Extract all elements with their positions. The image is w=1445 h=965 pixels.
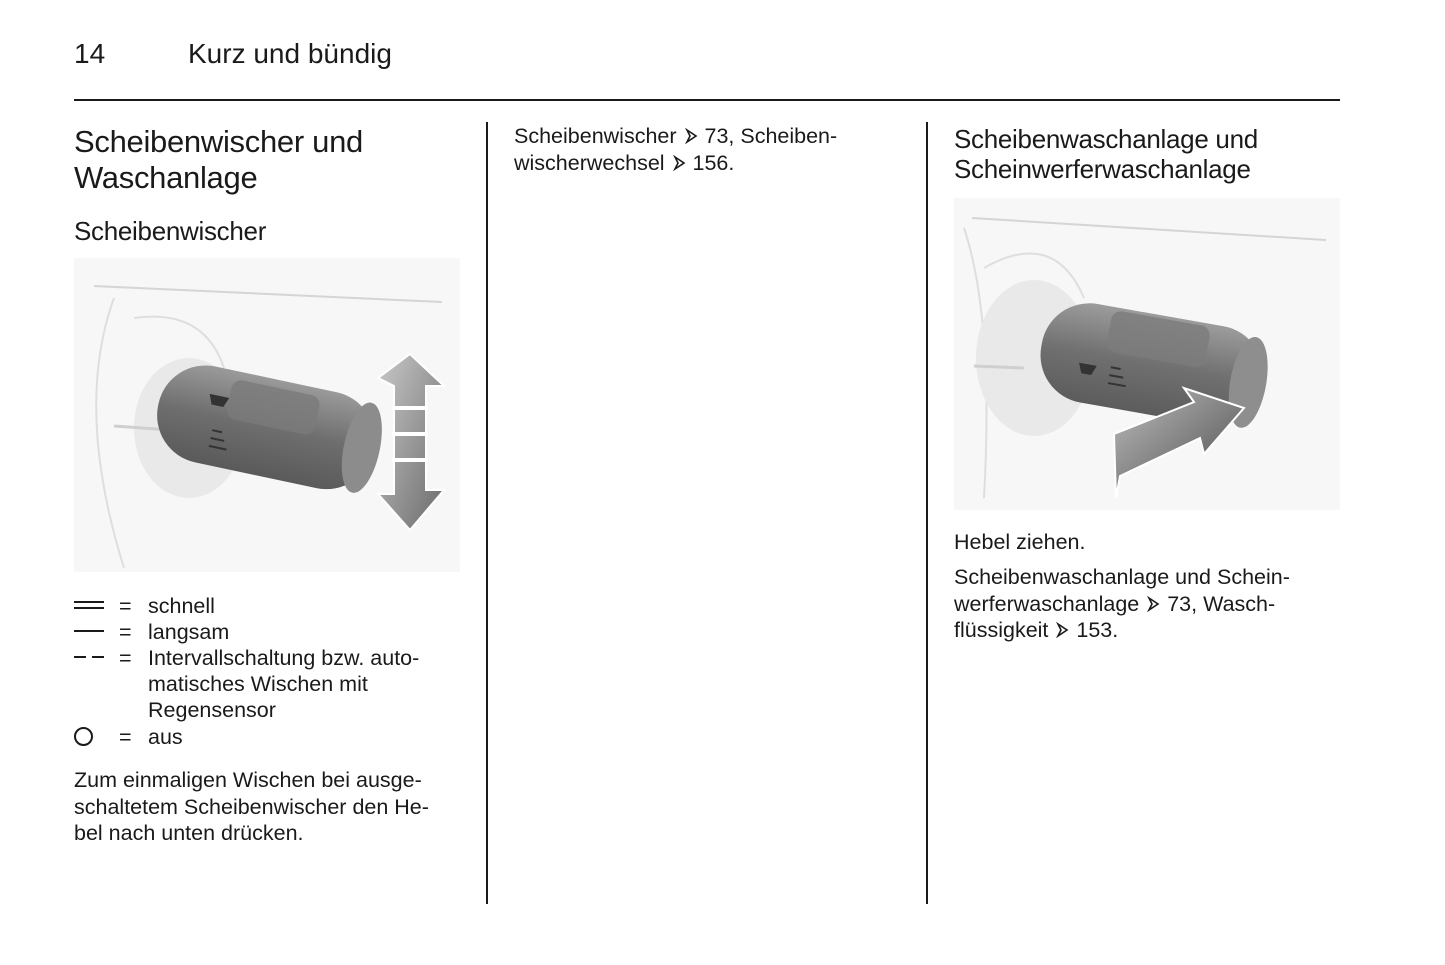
- legend-text: langsam: [148, 620, 230, 644]
- wiper-stalk-up-down-illustration: [74, 258, 460, 572]
- dashed-line-icon: [74, 645, 106, 671]
- header-rule: [74, 99, 1340, 101]
- xref-page: 73, Wasch-: [1161, 591, 1276, 616]
- xref-page: 73, Scheiben-: [698, 124, 838, 148]
- paragraph-line: [954, 617, 1340, 644]
- legend-text: schnell: [148, 594, 215, 618]
- legend-equals: =: [119, 725, 132, 749]
- chapter-title: Kurz und bündig: [188, 38, 392, 69]
- legend-equals: =: [119, 594, 132, 618]
- instruction-text: Hebel ziehen.: [954, 530, 1086, 554]
- double-line-icon: [74, 593, 106, 619]
- heading-line: Scheibenwaschanlage und: [954, 124, 1258, 154]
- single-line-icon: [74, 619, 106, 645]
- xref-label: werferwaschanlage: [954, 591, 1140, 616]
- paragraph-line: Zum einmaligen Wischen bei ausge-: [74, 768, 422, 792]
- heading-line: Waschanlage: [74, 160, 258, 195]
- paragraph-line: Scheibenwaschanlage und Schein-: [954, 565, 1290, 589]
- circle-icon: [74, 724, 106, 750]
- xref-label: flüssigkeit: [954, 618, 1049, 642]
- paragraph-line: [514, 150, 914, 177]
- page-reference-arrow-icon: [683, 128, 699, 144]
- legend-text: aus: [148, 725, 183, 749]
- legend-text-line: Intervallschaltung bzw. auto-: [148, 646, 420, 670]
- legend-equals: =: [119, 646, 132, 670]
- page-number: 14: [74, 38, 106, 69]
- column-divider: [486, 122, 488, 904]
- page-reference-arrow-icon: [1145, 596, 1161, 612]
- column-divider: [926, 122, 928, 904]
- heading-line: Scheinwerferwaschanlage: [954, 154, 1251, 184]
- paragraph-line: schaltetem Scheibenwischer den He-: [74, 794, 429, 819]
- xref-page: 153.: [1070, 618, 1119, 642]
- heading-line: Scheibenwischer und: [74, 124, 363, 159]
- xref-page: 156.: [686, 150, 735, 175]
- page-reference-arrow-icon: [671, 155, 687, 171]
- paragraph-line: bel nach unten drücken.: [74, 821, 304, 845]
- legend-text-line: matisches Wischen mit: [148, 672, 368, 696]
- wiper-stalk-pull-illustration: [954, 198, 1340, 510]
- subheading: Scheibenwischer: [74, 216, 267, 246]
- xref-label: Scheibenwischer: [514, 124, 677, 148]
- section-heading: [74, 124, 363, 196]
- legend-equals: =: [119, 620, 132, 644]
- paragraph-line: [514, 123, 914, 150]
- wiper-stalk-figure: [74, 258, 460, 572]
- washer-stalk-figure: [954, 198, 1340, 510]
- cross-reference-paragraph: [514, 123, 914, 176]
- paragraph-line: [954, 591, 1340, 618]
- cross-reference-paragraph: [954, 564, 1340, 644]
- page-reference-arrow-icon: [1054, 622, 1070, 638]
- xref-label: wischerwechsel: [514, 150, 665, 175]
- paragraph: [74, 767, 474, 847]
- section-heading: [954, 124, 1258, 184]
- legend-text: [148, 645, 468, 723]
- legend-text-line: Regensensor: [148, 698, 276, 722]
